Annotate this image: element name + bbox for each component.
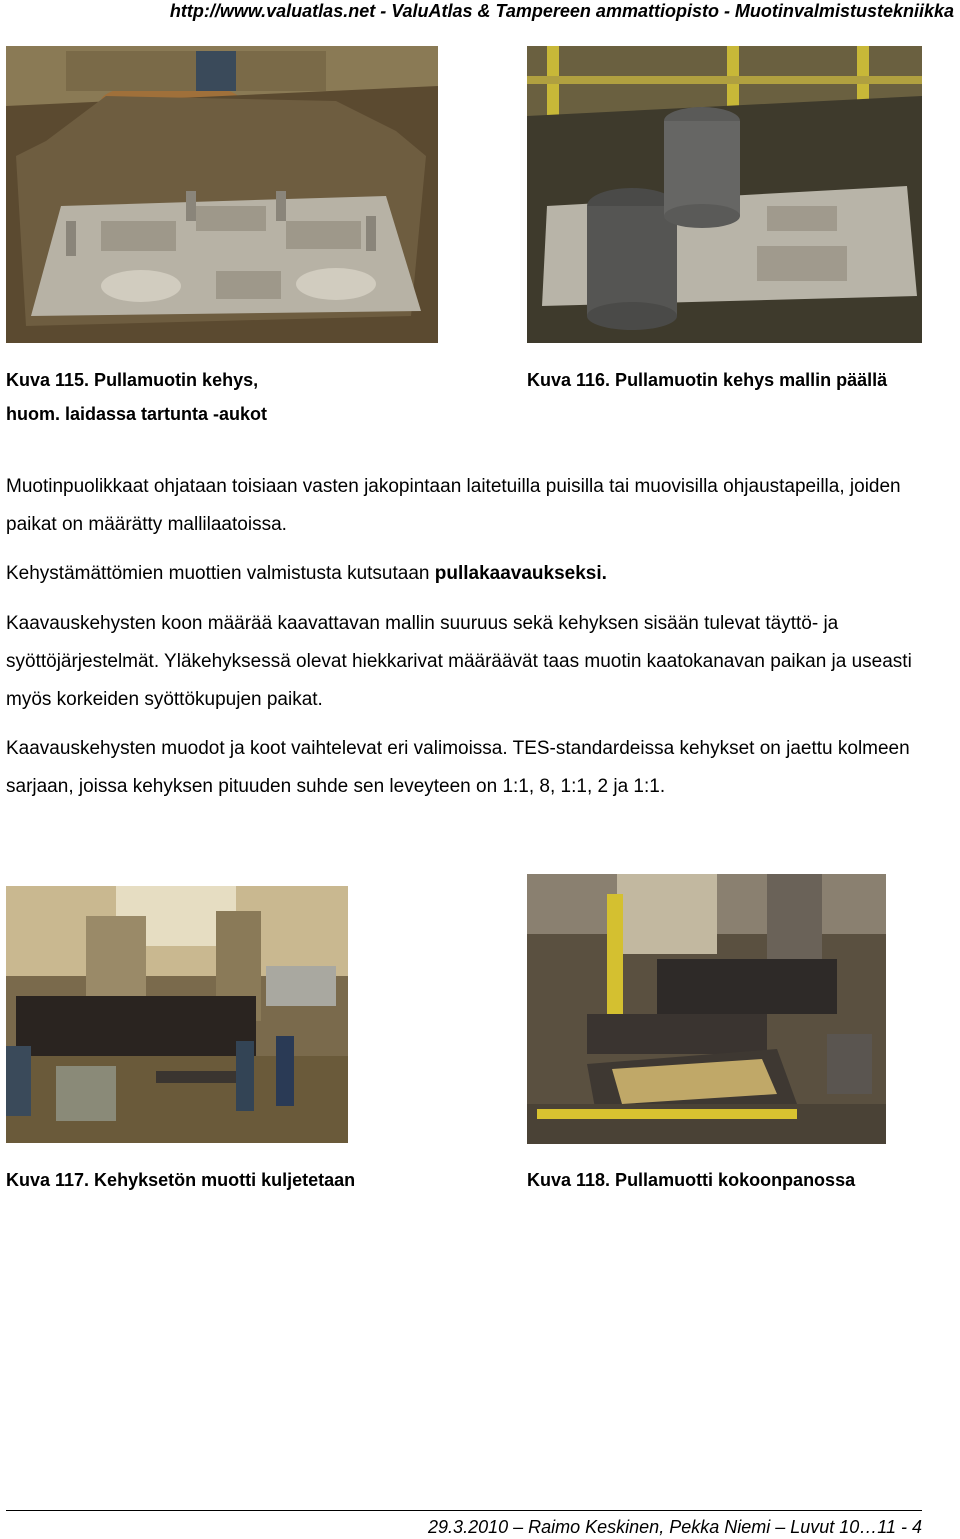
footer-date: 29.3.2010 <box>428 1517 509 1537</box>
photo-flaskless-mould-assembly <box>527 874 886 1144</box>
figure-116-caption-line1: Kuva 116. Pullamuotin kehys mallin päällä <box>527 370 888 390</box>
footer-separator-1: – <box>508 1517 529 1537</box>
term-pullakaavaus: pullakaavaukseksi. <box>434 563 607 584</box>
photo-flaskless-mould-transport <box>6 886 348 1143</box>
figure-118-caption <box>527 1166 855 1194</box>
paragraph-guide-pins-text: Muotinpuolikkaat ohjataan toisiaan vasten jakopintaan laitetuilla puisilla tai muovisilla ohjaustapeilla, joiden paikat on määrätty mallilaatoissa. <box>6 476 901 535</box>
figure-118-caption-line1: Kuva 118. Pullamuotti kokoonpanossa <box>527 1170 856 1190</box>
footer-authors: Raimo Keskinen, Pekka Niemi <box>528 1517 771 1537</box>
paragraph-flask-size-text: Kaavauskehysten koon määrää kaavattavan mallin suuruus sekä kehyksen sisään tulevat täyttö- ja syöttöjärjestelmät. Yläkehyksessä olevat hiekkarivat määräävät taas muotin kaatokanavan paikan ja useasti myös korkeiden syöttökupujen paikat. <box>6 613 912 710</box>
figure-117-caption-line1: Kuva 117. Kehyksetön muotti kuljetetaan <box>6 1170 356 1190</box>
paragraph-flaskless-text: Kehystämättömien muottien valmistusta kutsutaan <box>6 563 435 584</box>
page-footer <box>428 1515 922 1539</box>
photo-frame-on-pattern <box>6 46 438 343</box>
paragraph-guide-pins <box>6 468 951 544</box>
photo-frame-over-pattern <box>527 46 922 343</box>
footer-separator-2: – <box>770 1517 791 1537</box>
figure-116-caption <box>527 366 887 394</box>
figure-115-caption-line1: Kuva 115. Pullamuotin kehys, <box>6 370 259 390</box>
footer-rule <box>6 1510 922 1511</box>
paragraph-flask-size <box>6 605 951 719</box>
figure-117-caption <box>6 1166 355 1194</box>
header-source-text: http://www.valuatlas.net - ValuAtlas & Tampereen ammattiopisto - Muotinvalmistustekniikka <box>169 1 954 21</box>
page-header <box>0 0 954 22</box>
paragraph-flaskless <box>6 555 951 593</box>
figure-115-caption <box>6 366 267 428</box>
figure-115-caption-line2: huom. laidassa tartunta -aukot <box>6 404 268 424</box>
paragraph-tes-standard-text: Kaavauskehysten muodot ja koot vaihtelevat eri valimoissa. TES-standardeissa kehykset on jaettu kolmeen sarjaan, joissa kehyksen pituuden suhde sen leveyteen on 1:1, 8, 1:1, 2 ja 1:1. <box>6 738 910 797</box>
paragraph-tes-standard <box>6 730 951 806</box>
footer-chapter-page: Luvut 10…11 - 4 <box>790 1517 922 1537</box>
